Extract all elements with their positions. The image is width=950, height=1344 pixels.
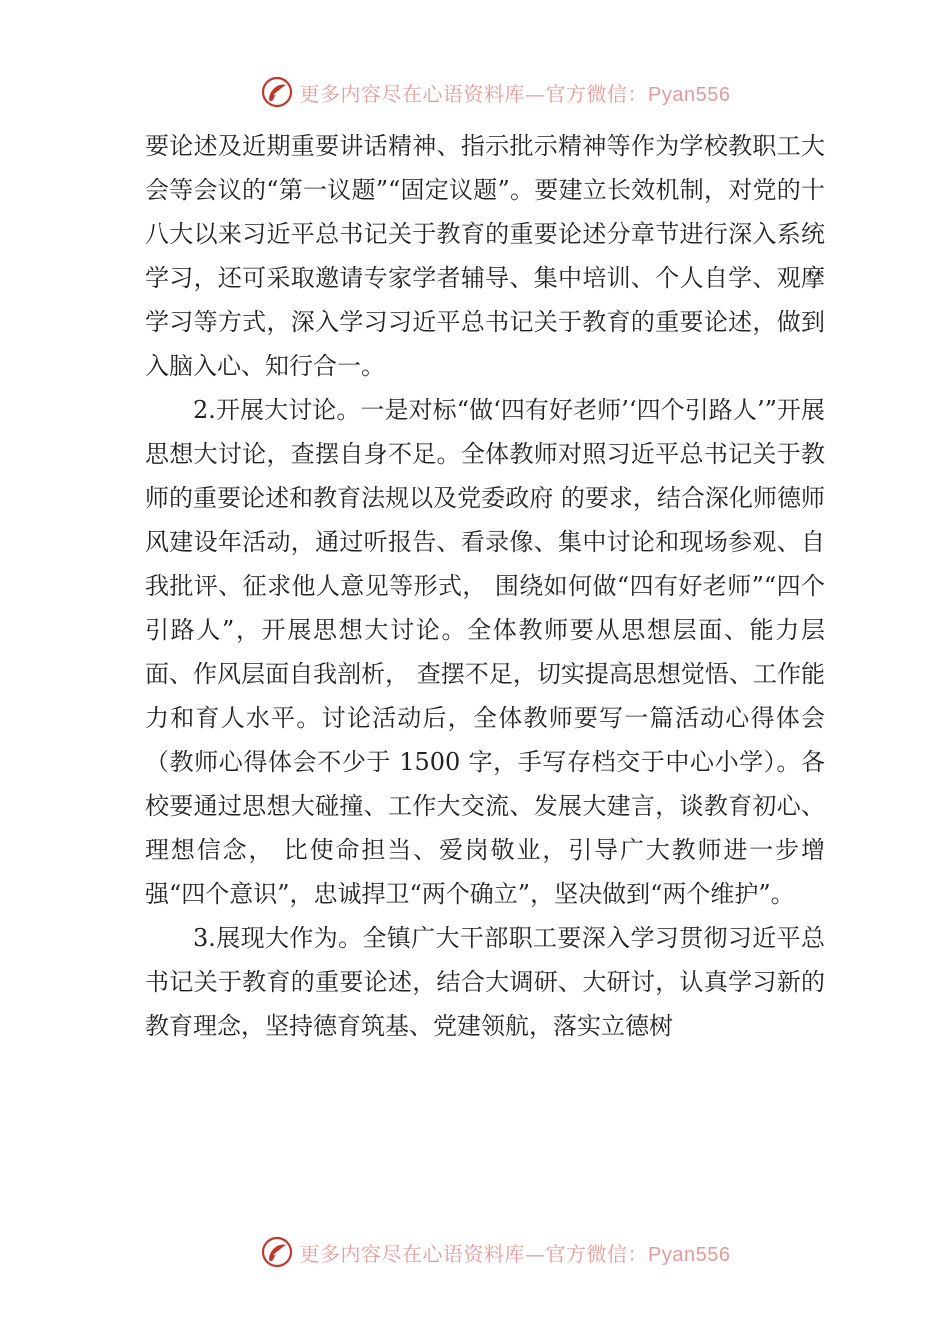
header-banner-text xyxy=(300,78,731,107)
paragraph-2: 2.开展大讨论。一是对标“做‘四有好老师’‘四个引路人’”开展思想大讨论，查摆自身不足。全体教师对照习近平总书记关于教师的重要论述和教育法规以及党委政府 的要求，结合深化师德师风建设年活动，通过听报告、看录像、集中讨论和现场参观、自我批评、征求他人意见等形式， 围绕如何做“四有好老师”“四个引路人”，开展思想大讨论。全体教师要从思想层面、能力层面、作风层面自我剖析， 查摆不足，切实提高思想觉悟、工作能力和育人水平。讨论活动后，全体教师要写一篇活动心得体会（教师心得体会不少于 1500 字，手写存档交于中心小学）。各校要通过思想大碰撞、工作大交流、发展大建言，谈教育初心、理想信念， 比使命担当、爱岗敬业，引导广大教师进一步增强“四个意识”，忠诚捍卫“两个确立”，坚决做到“两个维护”。 xyxy=(145,396,825,908)
seal-logo-icon xyxy=(260,1235,294,1269)
header-wechat-id: Pyan556 xyxy=(648,83,731,106)
paragraph-3: 3.展现大作为。全镇广大干部职工要深入学习贯彻习近平总书记关于教育的重要论述，结合大调研、大研讨，认真学习新的教育理念，坚持德育筑基、党建领航，落实立德树 xyxy=(145,924,825,1040)
footer-banner-label: 更多内容尽在心语资料库—官方微信： xyxy=(299,1241,649,1266)
footer-banner xyxy=(0,1232,950,1272)
header-banner xyxy=(0,72,950,112)
paragraph-1: 要论述及近期重要讲话精神、指示批示精神等作为学校教职工大会等会议的“第一议题”“固定议题”。要建立长效机制，对党的十八大以来习近平总书记关于教育的重要论述分章节进行深入系统学习，还可采取邀请专家学者辅导、集中培训、个人自学、观摩学习等方式，深入学习习近平总书记关于教育的重要论述，做到入脑入心、知行合一。 xyxy=(145,132,825,380)
header-banner-label: 更多内容尽在心语资料库—官方微信： xyxy=(299,81,649,106)
footer-banner-text xyxy=(300,1238,731,1267)
footer-wechat-id: Pyan556 xyxy=(648,1243,731,1266)
seal-logo-icon xyxy=(260,75,294,109)
document-body xyxy=(145,124,825,1048)
header-banner-inner xyxy=(260,75,731,109)
footer-banner-inner xyxy=(260,1235,731,1269)
